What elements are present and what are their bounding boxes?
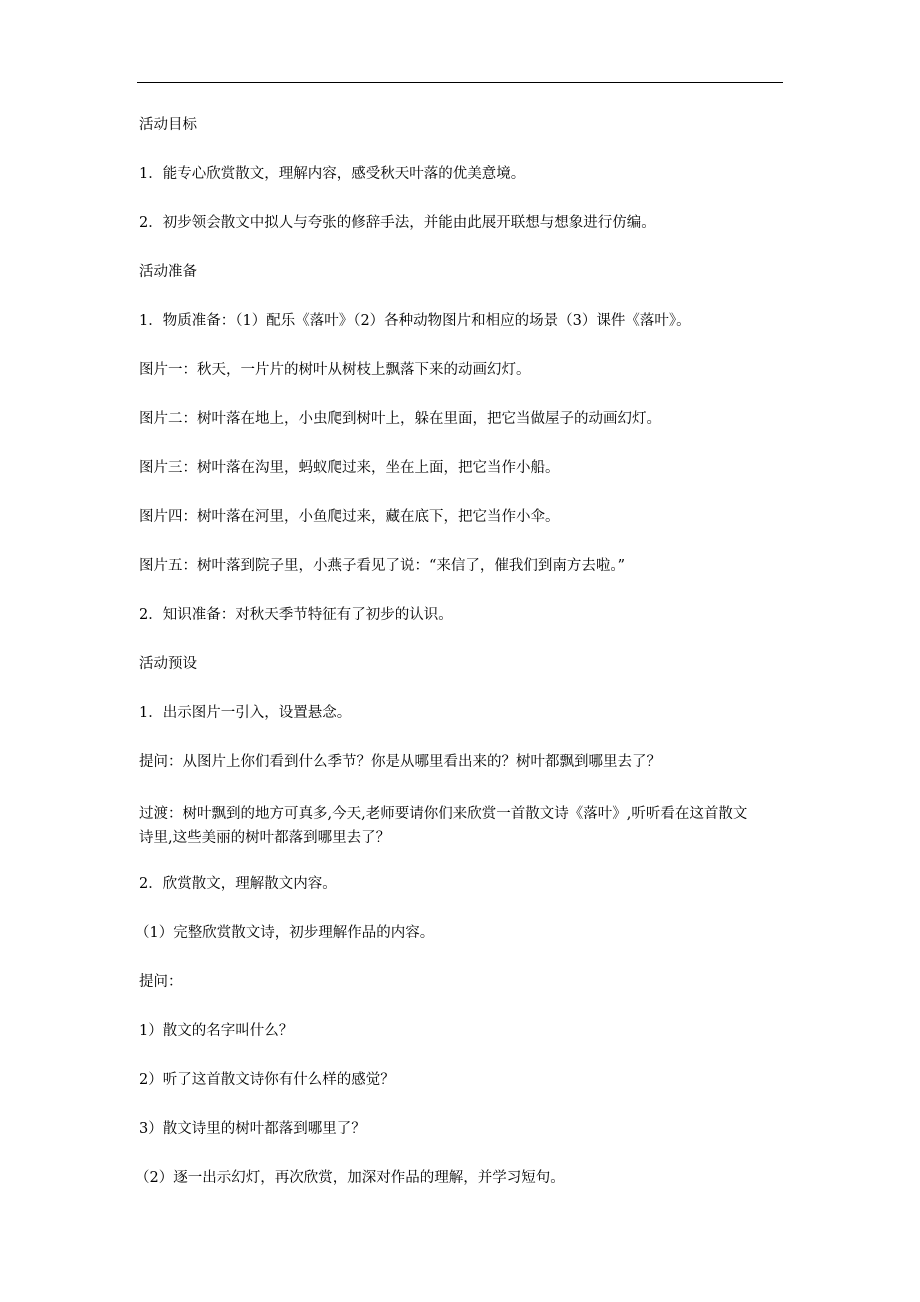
question-item-2: 2）听了这首散文诗你有什么样的感觉？ <box>139 1072 395 1088</box>
picture-1-description: 图片一：秋天，一片片的树叶从树枝上飘落下来的动画幻灯。 <box>139 362 531 378</box>
question-1: 提问：从图片上你们看到什么季节？你是从哪里看出来的？树叶都飘到哪里去了？ <box>139 754 661 770</box>
section-heading-preparation: 活动准备 <box>139 264 197 280</box>
knowledge-preparation: 2．知识准备：对秋天季节特征有了初步的认识。 <box>139 607 453 623</box>
transition-paragraph: 过渡：树叶飘到的地方可真多,今天,老师要请你们来欣赏一首散文诗《落叶》,听听看在这首散文诗里,这些美丽的树叶都落到哪里去了？ <box>139 806 748 846</box>
document-body <box>135 116 759 1218</box>
picture-3-description: 图片三：树叶落在沟里，蚂蚁爬过来，坐在上面，把它当作小船。 <box>139 460 560 476</box>
sub-step-2: （2）逐一出示幻灯，再次欣赏，加深对作品的理解，并学习短句。 <box>135 1170 565 1186</box>
plan-step-1: 1．出示图片一引入，设置悬念。 <box>139 705 352 721</box>
question-item-3: 3）散文诗里的树叶都落到哪里了？ <box>139 1121 366 1137</box>
picture-4-description: 图片四：树叶落在河里，小鱼爬过来，藏在底下，把它当作小伞。 <box>139 509 560 525</box>
plan-step-2: 2．欣赏散文，理解散文内容。 <box>139 876 337 892</box>
picture-5-description: 图片五：树叶落到院子里，小燕子看见了说：“来信了，催我们到南方去啦。” <box>139 558 626 574</box>
question-item-1: 1）散文的名字叫什么？ <box>139 1023 294 1039</box>
header-rule <box>137 82 783 83</box>
sub-step-1: （1）完整欣赏散文诗，初步理解作品的内容。 <box>135 925 435 941</box>
material-preparation: 1．物质准备：（1）配乐《落叶》（2）各种动物图片和相应的场景（3）课件《落叶》。 <box>139 313 691 329</box>
goal-item-1: 1．能专心欣赏散文，理解内容，感受秋天叶落的优美意境。 <box>139 166 526 182</box>
goal-item-2: 2．初步领会散文中拟人与夸张的修辞手法，并能由此展开联想与想象进行仿编。 <box>139 215 656 231</box>
section-heading-goals: 活动目标 <box>139 117 197 133</box>
question-label: 提问： <box>139 974 183 990</box>
section-heading-plan: 活动预设 <box>139 656 197 672</box>
picture-2-description: 图片二：树叶落在地上，小虫爬到树叶上，躲在里面，把它当做屋子的动画幻灯。 <box>139 411 661 427</box>
